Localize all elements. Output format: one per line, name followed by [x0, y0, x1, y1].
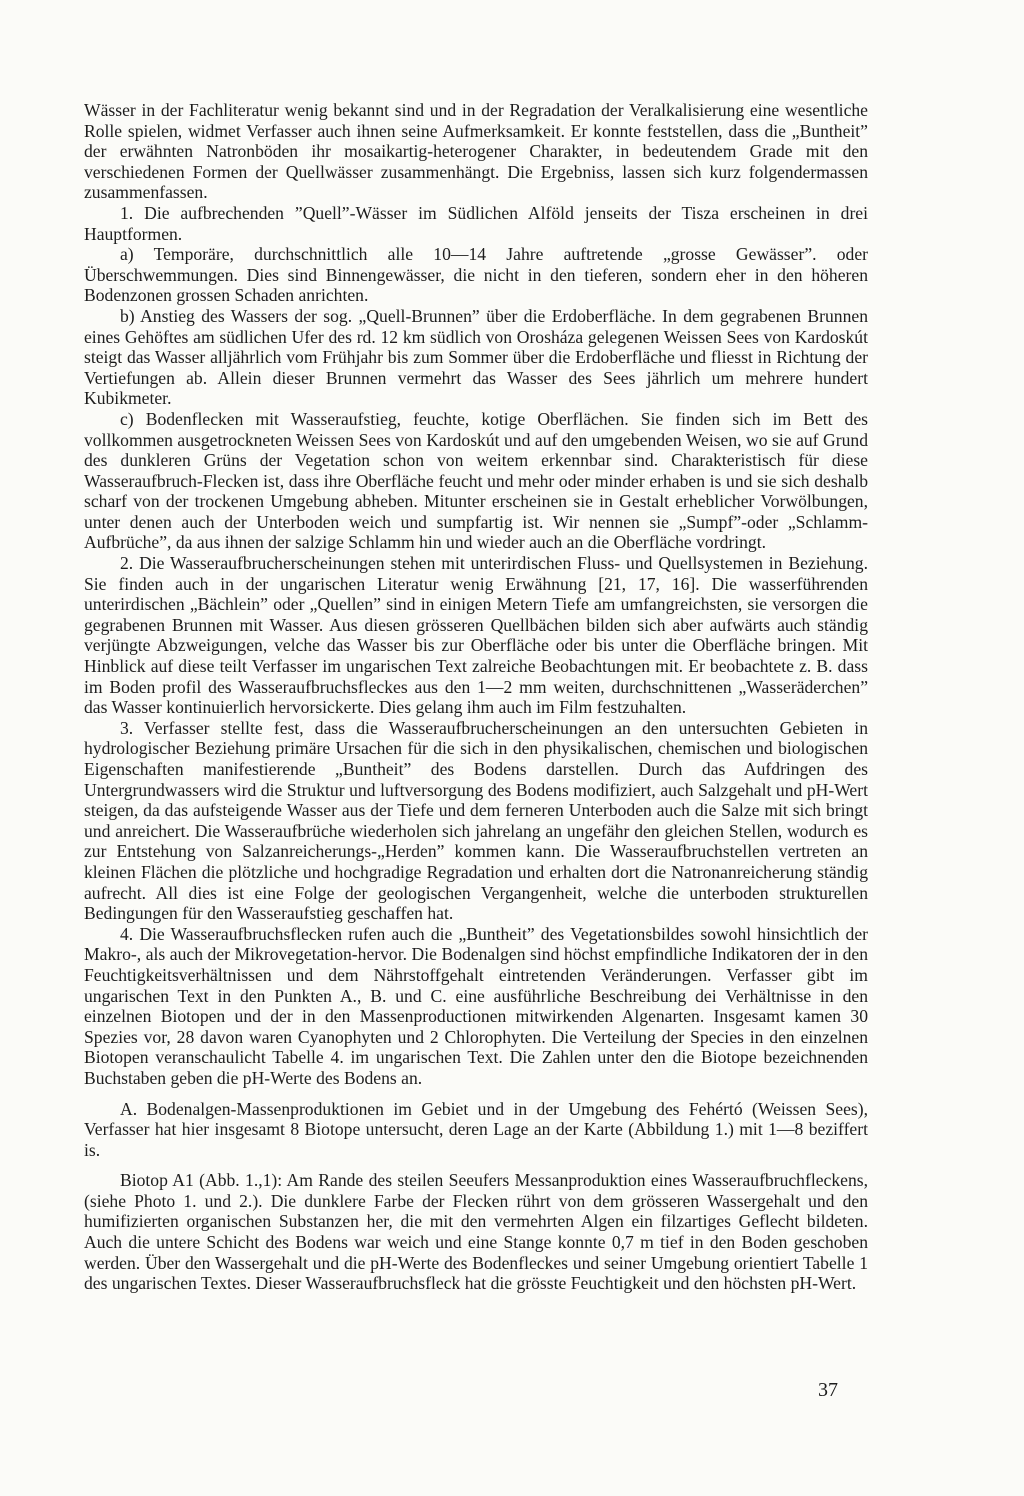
page-number: 37 [818, 1379, 838, 1401]
paragraph-point-1b: b) Anstieg des Wassers der sog. „Quell-Brunnen” über die Erdoberfläche. In dem gegrabenen Brunnen eines Gehöftes am südlichen Ufer des rd. 12 km südlich von Orosháza gelegenen Weissen Sees von Kardoskút steigt das Wasser alljährlich vom Frühjahr bis zum Sommer über die Erdoberfläche und fliesst in Richtung der Vertiefungen ab. Allein dieser Brunnen vermehrt das Wasser des Sees jährlich um mehrere hundert Kubikmeter. [84, 305, 868, 409]
paragraph-point-2: 2. Die Wasseraufbrucherscheinungen stehen mit unterirdischen Fluss- und Quellsystemen in Beziehung. Sie finden auch in der ungarischen Literatur wenig Erwähnung [21, 17, 16]. Die wasserführenden unterirdischen „Bächlein” oder „Quellen” sind in einigen Metern Tiefe am umfangreichsten, sie versorgen die gegrabenen Brunnen mit Wasser. Aus diesen grösseren Quellbächen bilden sich aber aufwärts auch ständig verjüngte Abzweigungen, velche das Wasser bis zur Oberfläche oder bis unter die Oberfläche bringen. Mit Hinblick auf diese teilt Verfasser im ungarischen Text zalreiche Beobachtungen mit. Er beobachtete z. B. dass im Boden profil des Wasseraufbruchsfleckes aus den 1—2 mm weiten, durchschnittenen „Wasseräderchen” das Wasser kontinuierlich hervorsickerte. Dies gelang ihm auch im Film festzuhalten. [84, 553, 868, 718]
paragraph-point-1: 1. Die aufbrechenden ”Quell”-Wässer im Südlichen Alföld jenseits der Tisza erscheinen in drei Hauptformen. [84, 202, 868, 244]
body-text [84, 100, 868, 1294]
paragraph-biotop-a1: Biotop A1 (Abb. 1.,1): Am Rande des steilen Seeufers Messanproduktion eines Wasseraufbruchfleckens, (siehe Photo 1. und 2.). Die dunklere Farbe der Flecken rührt von dem grösseren Wassergehalt und den humifizierten organischen Substanzen her, die mit den vermehrten Algen ein filzartiges Geflecht bildeten. Auch die untere Schicht des Bodens war weich und eine Stange konnte 0,7 m tief in den Boden geschoben werden. Über den Wassergehalt und die pH-Werte des Bodenfleckes und seiner Umgebung orientiert Tabelle 1 des ungarischen Textes. Dieser Wasseraufbruchsfleck hat die grösste Feuchtigkeit und den höchsten pH-Wert. [84, 1170, 868, 1294]
paragraph-section-a: A. Bodenalgen-Massenproduktionen im Gebiet und in der Umgebung des Fehértó (Weissen Sees), Verfasser hat hier insgesamt 8 Biotope untersucht, deren Lage an der Karte (Abbildung 1.) mit 1—8 beziffert is. [84, 1098, 868, 1160]
paragraph-intro: Wässer in der Fachliteratur wenig bekannt sind und in der Regradation der Veralkalisierung eine wesentliche Rolle spielen, widmet Verfasser auch ihnen seine Aufmerksamkeit. Er konnte feststellen, dass die „Buntheit” der erwähnten Natronböden ihr mosaikartig-heterogener Charakter, in bedeutendem Grade mit den verschiedenen Formen der Quellwässer zusammenhängt. Die Ergebniss, lassen sich kurz folgendermassen zusammenfassen. [84, 100, 868, 203]
paragraph-point-3: 3. Verfasser stellte fest, dass die Wasseraufbrucherscheinungen an den untersuchten Gebieten in hydrologischer Beziehung primäre Ursachen für die sich in den physikalischen, chemischen und biologischen Eigenschaften manifestierende „Buntheit” des Bodens darstellen. Durch das Aufdringen des Untergrundwassers wird die Struktur und luftversorgung des Bodens modifiziert, auch Salzgehalt und pH-Wert steigen, da das aufsteigende Wasser aus der Tiefe und dem ferneren Unterboden auch die Salze mit sich bringt und anreichert. Die Wasseraufbrüche wiederholen sich jahrelang an ungefähr den gleichen Stellen, wodurch es zur Entstehung von Salzanreicherungs-„Herden” kommen kann. Die Wasseraufbruchstellen vertreten an kleinen Flächen die plötzliche und hochgradige Regradation und erhalten dort die Natronanreicherung ständig aufrecht. All dies ist eine Folge der geologischen Vergangenheit, welche die unterboden strukturellen Bedingungen für den Wasseraufstieg geschaffen hat. [84, 717, 868, 924]
paragraph-point-1c: c) Bodenflecken mit Wasseraufstieg, feuchte, kotige Oberflächen. Sie finden sich im Bett des vollkommen ausgetrockneten Weissen Sees von Kardoskút und auf den umgebenden Weisen, wo sie auf Grund des dunkleren Grüns der Vegetation schon von weitem erkennbar sind. Charakteristisch für diese Wasseraufbruch-Flecken ist, dass ihre Oberfläche feucht und mehr oder minder erhaben is und sie sich deshalb scharf von der trockenen Umgebung abheben. Mitunter erscheinen sie in Gestalt erheblicher Vorwölbungen, unter denen auch der Unterboden weich und sumpfartig ist. Wir nennen sie „Sumpf”-oder „Schlamm-Aufbrüche”, da aus ihnen der salzige Schlamm hin und wieder auch an die Oberfläche vordringt. [84, 408, 868, 553]
paragraph-point-4: 4. Die Wasseraufbruchsflecken rufen auch die „Buntheit” des Vegetationsbildes sowohl hinsichtlich der Makro-, als auch der Mikrovegetation-hervor. Die Bodenalgen sind höchst empfindliche Indikatoren der in den Feuchtigkeitsverhältnissen und dem Nährstoffgehalt eintretenden Veränderungen. Verfasser gibt im ungarischen Text in den Punkten A., B. und C. eine ausführliche Beschreibung dei Verhältnisse in den einzelnen Biotopen und der in den Massenproductionen mitwirkenden Algenarten. Insgesamt kamen 30 Spezies vor, 28 davon waren Cyanophyten und 2 Chlorophyten. Die Verteilung der Species in den einzelnen Biotopen veranschaulicht Tabelle 4. im ungarischen Text. Die Zahlen unter den die Biotope bezeichnenden Buchstaben geben die pH-Werte des Bodens an. [84, 923, 868, 1088]
paragraph-point-1a: a) Temporäre, durchschnittlich alle 10—14 Jahre auftretende „grosse Gewässer”. oder Überschwemmungen. Dies sind Binnengewässer, die nicht in den tieferen, sondern eher in den höheren Bodenzonen grossen Schaden anrichten. [84, 244, 868, 306]
